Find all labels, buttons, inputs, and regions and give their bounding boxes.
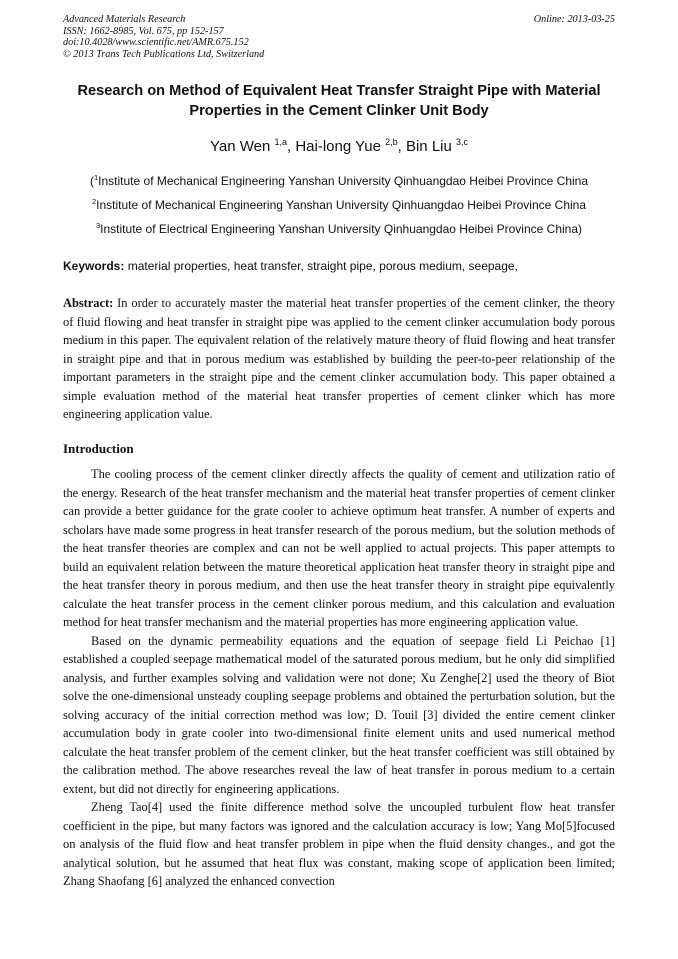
- keywords: [63, 259, 615, 274]
- introduction-body: [63, 465, 615, 891]
- author-affiliation-mark: 2,b: [385, 137, 398, 147]
- affiliation-line: [40, 218, 638, 237]
- abstract: [63, 294, 615, 424]
- paragraph: Based on the dynamic permeability equations and the equation of seepage field Li Peichao [1] established a coupled seepage mathematical model of the saturated porous medium, but he only did simplified analysis, and further examples solving and validation were not done; Xu Zenghe[2] used the theory of Biot solve the one-dimensional unsteady coupling seepage problems and obtained the perturbation solution, but the solving accuracy of the initial correction method was low; D. Touil [3] divided the entire cement clinker accumulation body in grate cooler into two-dimensional finite element units and used numerical method calculate the heat transfer problem of the cement clinker, but the heat transfer coefficient was still obtained by the calibration method. The above researches reveal the law of heat transfer in porous medium to a certain extent, but did not directly for engineering applications.: [63, 633, 615, 796]
- affiliation-line: [40, 170, 638, 189]
- affiliation-text: Institute of Mechanical Engineering Yanshan University Qinhuangdao Heibei Province China: [98, 174, 589, 188]
- section-heading: Introduction: [63, 441, 134, 456]
- abstract-label: Abstract:: [63, 296, 114, 310]
- keywords-label: Keywords:: [63, 259, 125, 273]
- author-name: Hai-long Yue: [295, 138, 386, 155]
- author-separator: ,: [286, 138, 296, 155]
- paragraph: The cooling process of the cement clinker directly affects the quality of cement and utilization ratio of the energy. Research of the heat transfer mechanism and the material heat transfer properties of cement clinker can provide a better guidance for the grate cooler to achieve optimum heat transfer. A number of experts and scholars have made some progress in heat transfer research of the porous medium, but the solution methods of the heat transfer theories are complex and can not be well applied to actual projects. This paper attempts to build an equivalent relation between the mature theoretical application heat transfer theory in straight pipe and the heat transfer theory in porous medium, and then use the heat transfer theory in straight pipe equivalently calculate the heat transfer process in the cement clinker porous medium, and this calculation and evaluation method for heat transfer mechanism and the material properties has more engineering application value.: [63, 467, 615, 629]
- copyright-line: © 2013 Trans Tech Publications Ltd, Switzerland: [63, 48, 265, 60]
- paper-title: Research on Method of Equivalent Heat Transfer Straight Pipe with Material Properties in the Cement Clinker Unit Body: [77, 83, 601, 119]
- affiliation-text: Institute of Mechanical Engineering Yanshan University Qinhuangdao Heibei Province China: [96, 198, 587, 212]
- author-separator: ,: [397, 138, 406, 155]
- abstract-text: In order to accurately master the material heat transfer properties of the cement clinker, the theory of fluid flowing and heat transfer in straight pipe was applied to the cement clinker accumulation body porous medium in this paper. The equivalent relation of the relatively mature theory of fluid flowing and heat transfer in straight pipe and that in porous medium was established by building the peer-to-peer relationship of the important parameters in the straight pipe and the cement clinker accumulation body. This paper obtained a simple evaluation method of the material heat transfer properties of cement clinker which has more engineering application value.: [63, 296, 615, 421]
- author-name: Yan Wen: [209, 138, 275, 155]
- doi-line: doi:10.4028/www.scientific.net/AMR.675.152: [63, 37, 249, 49]
- affiliation-text: Institute of Electrical Engineering Yanshan University Qinhuangdao Heibei Province China): [100, 222, 582, 236]
- keywords-text: material properties, heat transfer, straight pipe, porous medium, seepage,: [124, 259, 518, 273]
- author-list: [40, 132, 638, 157]
- affiliation-line: [40, 194, 638, 213]
- author-name: Bin Liu: [405, 138, 457, 155]
- issn-line: ISSN: 1662-8985, Vol. 675, pp 152-157: [63, 25, 224, 37]
- paragraph: Zheng Tao[4] used the finite difference method solve the uncoupled turbulent flow heat transfer coefficient in the pipe, but many factors was ignored and the calculation accuracy is low; Yang Mo[5]focused on analysis of the fluid flow and heat transfer problem in pipe when the fluid density changes., and got the analytical solution, but he assumed that heat flux was constant, making scope of application been limited; Zhang Shaofang [6] analyzed the enhanced convection: [63, 800, 615, 888]
- journal-name: Advanced Materials Research: [63, 14, 186, 25]
- affiliation-number: 2: [91, 197, 97, 206]
- affiliation-number: 3: [96, 221, 101, 230]
- affiliation-prefix: (: [89, 174, 94, 188]
- online-date: Online: 2013-03-25: [533, 14, 615, 25]
- journal-header: [63, 14, 615, 60]
- author-affiliation-mark: 1,a: [274, 137, 287, 147]
- author-affiliation-mark: 3,c: [456, 137, 469, 147]
- affiliation-number: 1: [93, 173, 99, 182]
